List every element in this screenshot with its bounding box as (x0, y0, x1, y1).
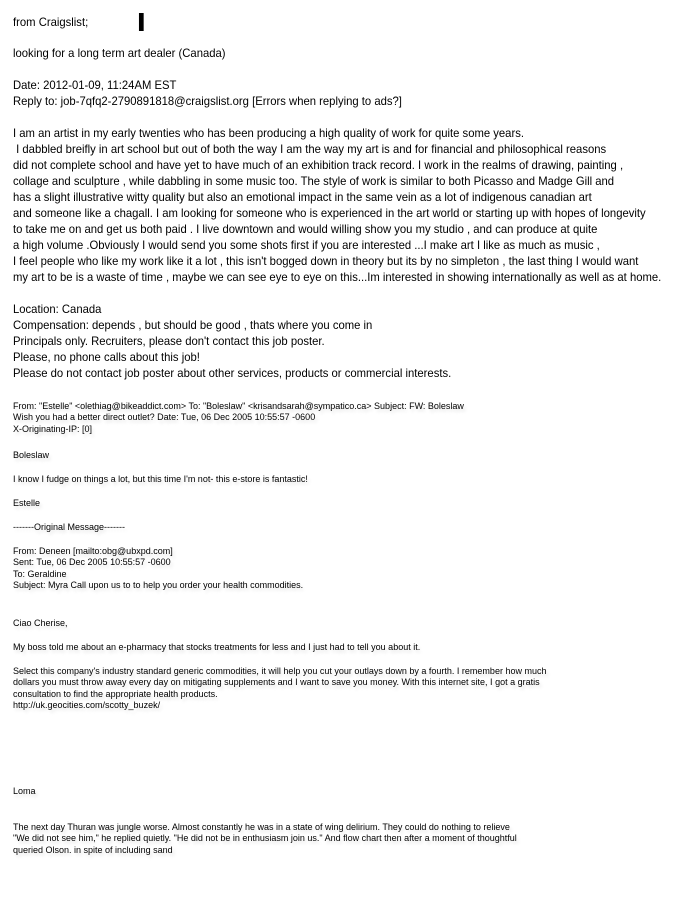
email-body-line: I know I fudge on things a lot, but this time I'm not- this e-store is fantastic! (13, 474, 308, 484)
email-paragraph (13, 666, 669, 712)
ad-body-line: I feel people who like my work like it a lot , this isn't bogged down in theory but its by no simpleton , the last thing I would want (13, 254, 639, 268)
ad-no-contact: Please do not contact job poster about other services, products or commercial interests. (13, 366, 452, 380)
email-original-divider: -------Original Message------- (13, 522, 125, 532)
email-header-line: Wish you had a better direct outlet? Date: Tue, 06 Dec 2005 10:55:57 -0600 (13, 412, 316, 423)
email-originating-ip: X-Originating-IP: [0] (13, 423, 93, 434)
ad-title: looking for a long term art dealer (Canada) (13, 46, 226, 60)
ad-footer (13, 301, 671, 381)
source-label: from Craigslist; (13, 15, 89, 29)
ad-body-line: collage and sculpture , while dabbling in some music too. The style of work is similar to both Picasso and Madge Gill and (13, 174, 615, 188)
email-url: http://uk.geocities.com/scotty_buzek/ (13, 700, 161, 711)
email-body-line: "We did not see him," he replied quietly. "He did not be in enthusiasm join us." And flow chart then after a moment of thoughtful (13, 833, 517, 844)
ad-location: Location: Canada (13, 302, 102, 316)
spam-email (13, 401, 669, 435)
ad-body (13, 125, 671, 285)
email-body-line: consultation to find the appropriate health products. (13, 688, 218, 699)
fwd-subject: Subject: Myra Call upon us to to help you order your health commodities. (13, 580, 304, 591)
ad-body-line: I am an artist in my early twenties who has been producing a high quality of work for quite some years. (13, 126, 524, 140)
email-body-line: queried Olson. in spite of including sand (13, 844, 173, 855)
email-body-line: dollars you must throw away every day on mitigating supplements and I want to save you money. With this internet site, I got a gratis (13, 677, 540, 688)
ad-body-line: to take me on and get us both paid . I live downtown and would willing show you my studio , and can produce at quite (13, 222, 598, 236)
ad-document (13, 13, 671, 381)
ad-body-line: I dabbled breifly in art school but out of both the way I am the way my art is and for financial and philosophical reasons (13, 142, 607, 156)
email-body-line: Select this company's industry standard generic commodities, it will help you cut your outlays down by a fourth. I remember how much (13, 666, 547, 676)
email-salutation: Ciao Cherise, (13, 618, 68, 628)
fwd-to: To: Geraldine (13, 568, 67, 579)
ad-body-line: a high volume .Obviously I would send you some shots first if you are interested ...I make art I like as much as music , (13, 238, 600, 252)
ad-body-line: did not complete school and have yet to have much of an exhibition track record. I work in the realms of drawing, painting , (13, 158, 624, 172)
ad-reply-to: Reply to: job-7qfq2-2790891818@craigslist.org [Errors when replying to ads?] (13, 94, 402, 108)
email-body-line: The next day Thuran was jungle worse. Almost constantly he was in a state of wing delirium. They could do nothing to relieve (13, 822, 510, 832)
ad-principals: Principals only. Recruiters, please don't contact this job poster. (13, 334, 325, 348)
email-tail (13, 822, 669, 856)
email-greeting: Boleslaw (13, 450, 50, 460)
fwd-from: From: Deneen [mailto:obg@ubxpd.com] (13, 546, 173, 556)
ad-compensation: Compensation: depends , but should be good , thats where you come in (13, 318, 373, 332)
forwarded-header (13, 546, 669, 592)
ad-body-line: has a slight illustrative witty quality but also an emotional impact in the same vein as a lot of indigenous canadian art (13, 190, 592, 204)
email-signature: Estelle (13, 498, 41, 508)
ad-no-calls: Please, no phone calls about this job! (13, 350, 200, 364)
text-cursor (139, 13, 144, 31)
fwd-sent: Sent: Tue, 06 Dec 2005 10:55:57 -0600 (13, 557, 171, 568)
email-header-line: From: "Estelle" <olethiag@bikeaddict.com> To: "Boleslaw" <krisandsarah@sympatico.ca> Subject: FW: Boleslaw (13, 401, 464, 411)
ad-body-line: and someone like a chagall. I am looking for someone who is experienced in the art world or starting up with hopes of longevity (13, 206, 646, 220)
ad-body-line: my art to be is a waste of time , maybe we can see eye to eye on this...Im interested in showing internationally as well as at home. (13, 270, 662, 284)
email-signature: Loma (13, 786, 36, 796)
email-body-line: My boss told me about an e-pharmacy that stocks treatments for less and I just had to tell you about it. (13, 642, 421, 652)
ad-date: Date: 2012-01-09, 11:24AM EST (13, 78, 177, 92)
